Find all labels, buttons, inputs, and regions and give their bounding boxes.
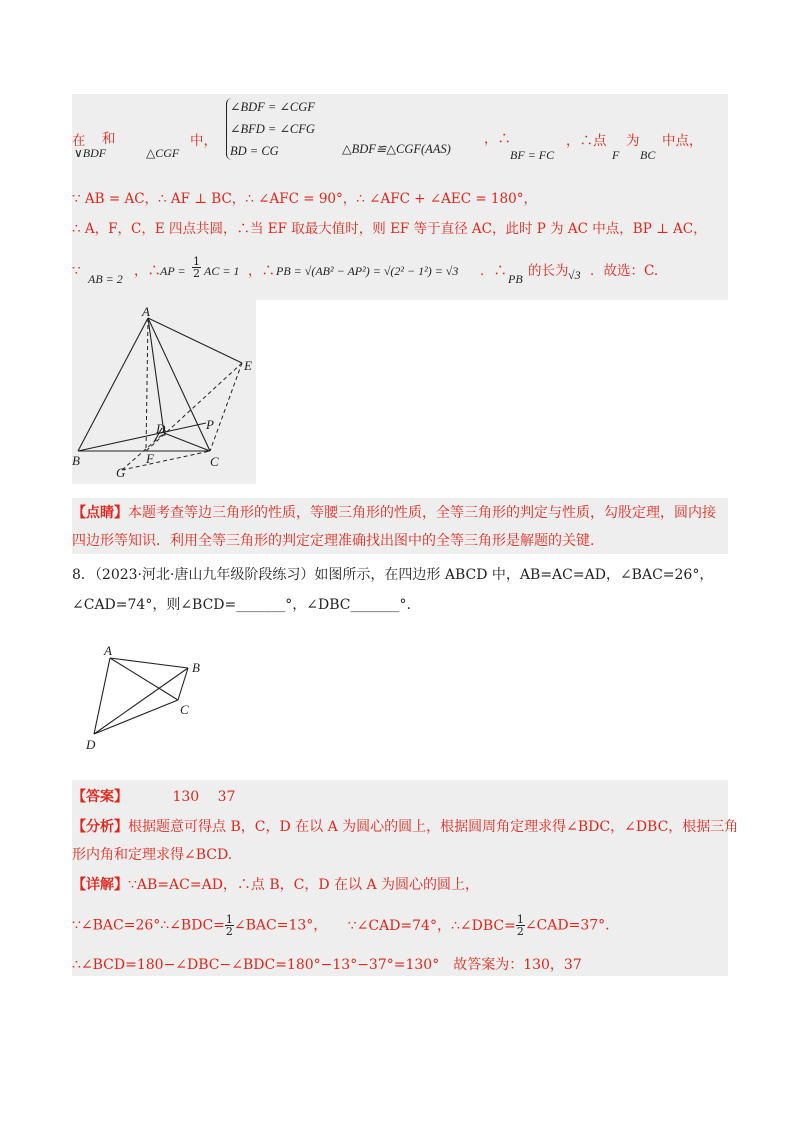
proof-line-3: ∴ A，F，C，E 四点共圆，∴当 EF 取最大值时，则 EF 等于直径 AC，此时 P 为 AC 中点，BP ⊥ AC， xyxy=(72,221,707,237)
system-eq-2: ∠BFD = ∠CFG xyxy=(230,122,315,136)
detail-line-1 xyxy=(72,876,479,894)
segment-bc-label: BC xyxy=(640,148,656,162)
segment-ae xyxy=(148,318,242,363)
choice-c: ．故选：C. xyxy=(590,263,659,279)
half-num-1: 1 xyxy=(225,913,233,926)
congruence-statement: △BDF≌△CGF(AAS) xyxy=(342,142,451,156)
answer-tag: 【答案】 xyxy=(72,789,128,805)
detail-tag: 【详解】 xyxy=(72,877,128,893)
detail-text-1: ∵AB=AC=AD，∴点 B，C，D 在以 A 为圆心的圆上， xyxy=(128,877,480,893)
text: ∨BDF xyxy=(74,146,107,160)
system-eq-1: ∠BDF = ∠CGF xyxy=(230,100,315,114)
label-e: E xyxy=(244,358,252,373)
bf-eq-fc: BF = FC xyxy=(510,148,555,162)
geometry-figure-1 xyxy=(72,300,256,484)
length-text: 的长为 xyxy=(528,263,569,279)
pb-label: PB xyxy=(508,272,523,286)
ab-eq-2: AB = 2 xyxy=(88,272,123,286)
question-line-1: 8．（2023·河北·唐山九年级阶段练习）如图所示，在四边形 ABCD 中，AB=AC=AD，∠BAC=26°， xyxy=(72,567,714,583)
label-b: B xyxy=(192,660,200,675)
system-eq-3: BD = CG xyxy=(230,144,279,158)
label-c: C xyxy=(210,454,219,469)
segment-ab xyxy=(110,658,188,668)
detail-2b: ∠BAC=13°， xyxy=(233,917,328,934)
figure-1-container xyxy=(72,300,256,484)
segment-af-dashed xyxy=(146,318,148,451)
label-a: A xyxy=(104,643,112,658)
therefore-2: ，∴ xyxy=(134,263,161,279)
analysis-tag: 【分析】 xyxy=(72,819,128,835)
zhongdian-text: 中点， xyxy=(662,133,703,149)
label-d: D xyxy=(156,421,166,436)
wei-text: 为 xyxy=(626,133,640,149)
ac-eq-1: AC = 1 xyxy=(204,264,240,278)
detail-line-2 xyxy=(72,914,610,937)
pb-formula: PB = √(AB² − AP²) = √(2² − 1²) = √3 xyxy=(276,264,459,278)
question-8 xyxy=(72,560,732,620)
segment-ac xyxy=(110,658,178,700)
answer-value-2: 37 xyxy=(217,789,236,805)
therefore-1: ，∴ xyxy=(484,131,511,147)
text: 和 xyxy=(102,131,116,147)
label-p: P xyxy=(206,417,214,432)
text: 中， xyxy=(190,133,217,149)
he-text xyxy=(102,130,116,148)
segment-bp xyxy=(78,423,206,451)
label-g: G xyxy=(116,465,126,480)
half-den-1: 2 xyxy=(225,925,233,938)
frac-den: 2 xyxy=(193,267,200,280)
therefore-4: ．∴ xyxy=(480,263,507,279)
solution-panel-top xyxy=(72,94,728,300)
label-c: C xyxy=(180,702,189,717)
ap-eq: AP = xyxy=(160,264,186,278)
segment-gc-dashed xyxy=(122,451,210,470)
question-line-2: ∠CAD=74°，则∠BCD=_______°，∠DBC_______°. xyxy=(72,597,411,613)
analysis-text-1: 根据题意可得点 B，C，D 在以 A 为圆心的圆上，根据圆周角定理求得∠BDC，∠DBC，根据三角 xyxy=(128,819,739,835)
detail-2a: ∵∠BAC=26°∴∠BDC= xyxy=(72,917,225,934)
analysis-line-1 xyxy=(72,818,738,836)
segment-bc xyxy=(178,668,188,700)
label-f: F xyxy=(146,451,154,466)
answer-panel xyxy=(72,780,739,976)
answer-line xyxy=(72,788,235,806)
half-den-2: 2 xyxy=(516,925,524,938)
zhong-text xyxy=(190,132,217,150)
text: 在 xyxy=(72,133,86,149)
text: △CGF xyxy=(146,146,180,160)
frac-num: 1 xyxy=(193,255,200,268)
comment-tag: 【点睛】 xyxy=(72,505,128,521)
fraction-half-1 xyxy=(225,914,234,937)
sqrt3: √3 xyxy=(568,268,581,282)
proof-line-2: ∵ AB = AC，∴ AF ⊥ BC，∴ ∠AFC = 90°，∴ ∠AFC + ∠AEC = 180°， xyxy=(72,191,537,207)
label-b: B xyxy=(72,453,80,468)
geometry-figure-2 xyxy=(80,640,220,760)
half-num-2: 1 xyxy=(516,913,524,926)
comment-line-2: 四边形等知识．利用全等三角形的判定定理准确找出图中的全等三角形是解题的关键. xyxy=(72,533,595,549)
comment-line-1 xyxy=(72,504,716,522)
fraction-half-2 xyxy=(516,914,525,937)
label-a: A xyxy=(142,304,150,319)
point-f-label: F xyxy=(612,148,620,162)
therefore-3: ，∴ xyxy=(248,263,275,279)
detail-2d: ∠CAD=37°. xyxy=(524,917,610,934)
segment-ad xyxy=(94,658,110,734)
because-sym: ∵ xyxy=(72,263,81,279)
segment-ab xyxy=(78,318,148,451)
dian-text: ，∴点 xyxy=(566,133,607,149)
comment-text-1: 本题考查等边三角形的性质，等腰三角形的性质，全等三角形的判定与性质，勾股定理，圆内接 xyxy=(128,505,716,521)
answer-value-1: 130 xyxy=(172,789,200,805)
fraction-half xyxy=(192,256,201,279)
comment-panel xyxy=(72,498,728,554)
label-d: D xyxy=(86,737,96,752)
segment-bd xyxy=(94,668,188,734)
detail-2c: ∵∠CAD=74°，∴∠DBC= xyxy=(347,917,516,934)
analysis-line-2: 形内角和定理求得∠BCD. xyxy=(72,847,233,863)
detail-line-3: ∴∠BCD=180−∠DBC−∠BDC=180°−13°−37°=130° 故答案为：130，37 xyxy=(72,957,582,973)
segment-ec-dashed xyxy=(210,363,242,451)
tri-cgf xyxy=(146,144,179,162)
